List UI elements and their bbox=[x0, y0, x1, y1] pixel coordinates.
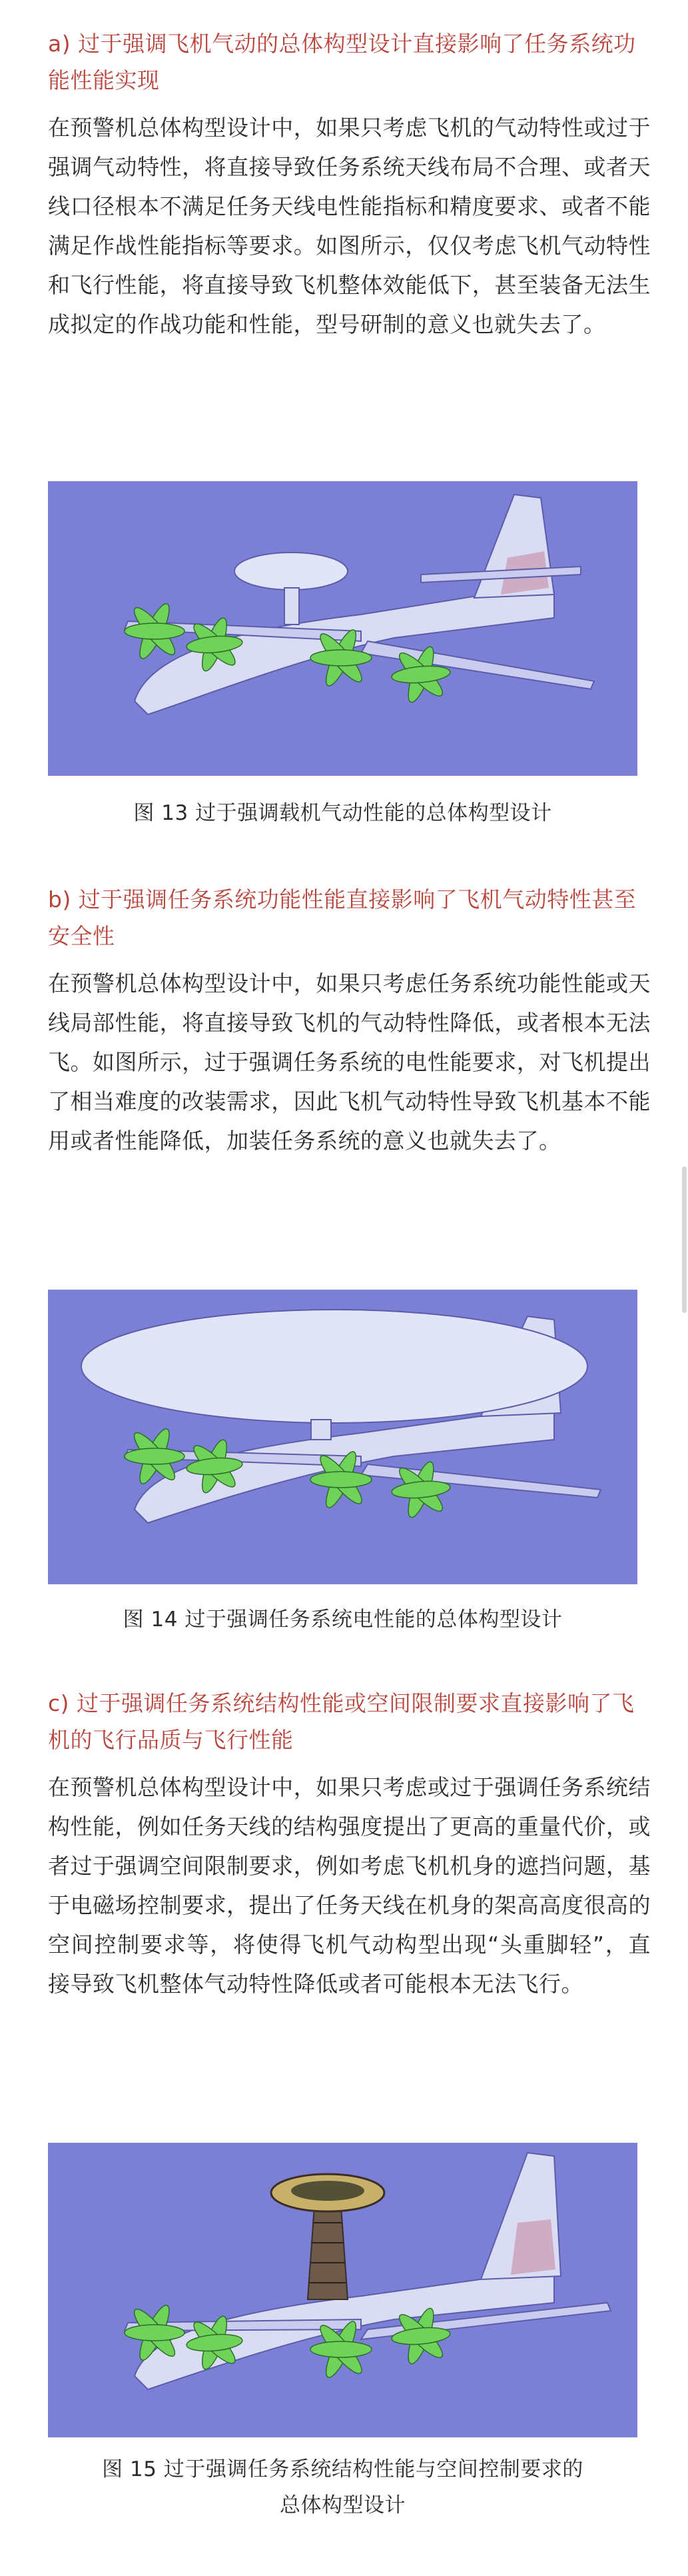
scrollbar[interactable] bbox=[680, 0, 688, 2576]
scrollbar-thumb[interactable] bbox=[682, 1166, 687, 1313]
figure-14-caption: 图 14 过于强调任务系统电性能的总体构型设计 bbox=[123, 1608, 563, 1632]
figure-15-caption-line1: 图 15 过于强调任务系统结构性能与空间控制要求的 bbox=[102, 2457, 583, 2481]
aircraft-illustration-13 bbox=[48, 481, 637, 776]
figure-15-image bbox=[48, 2143, 637, 2437]
section-c-heading: c) 过于强调任务系统结构性能或空间限制要求直接影响了飞机的飞行品质与飞行性能 bbox=[48, 1690, 635, 1753]
aircraft-illustration-14 bbox=[48, 1290, 637, 1584]
figure-15-caption-line2: 总体构型设计 bbox=[280, 2493, 406, 2517]
section-b-body: 在预警机总体构型设计中，如果只考虑任务系统功能性能或天线局部性能，将直接导致飞机的气动特性降低，或者根本无法飞。如图所示，过于强调任务系统的电性能要求，对飞机提出了相当难度的改装需求，因此飞机气动特性导致飞机基本不能用或者性能降低，加装任务系统的意义也就失去了。 bbox=[48, 970, 651, 1154]
section-a bbox=[48, 25, 651, 344]
section-a-body: 在预警机总体构型设计中，如果只考虑飞机的气动特性或过于强调气动特性，将直接导致任务系统天线布局不合理、或者天线口径根本不满足任务天线电性能指标和精度要求、或者不能满足作战性能指标等要求。如图所示，仅仅考虑飞机气动特性和飞行性能，将直接导致飞机整体效能低下，甚至装备无法生成拟定的作战功能和性能，型号研制的意义也就失去了。 bbox=[48, 115, 651, 337]
section-c bbox=[48, 1685, 651, 2003]
aircraft-illustration-15 bbox=[48, 2143, 637, 2437]
section-b bbox=[48, 881, 651, 1160]
figure-14-image bbox=[48, 1290, 637, 1584]
section-a-heading: a) 过于强调飞机气动的总体构型设计直接影响了任务系统功能性能实现 bbox=[48, 31, 636, 93]
figure-15-caption bbox=[48, 2451, 637, 2523]
figure-13-caption: 图 13 过于强调载机气动性能的总体构型设计 bbox=[133, 801, 552, 825]
section-c-body: 在预警机总体构型设计中，如果只考虑或过于强调任务系统结构性能，例如任务天线的结构强度提出了更高的重量代价，或者过于强调空间限制要求，例如考虑飞机机身的遮挡问题，基于电磁场控制要求，提出了任务天线在机身的架高高度很高的空间控制要求等，将使得飞机气动构型出现“头重脚轻”，直接导致飞机整体气动特性降低或者可能根本无法飞行。 bbox=[48, 1774, 651, 1997]
figure-13-image bbox=[48, 481, 637, 776]
section-b-heading: b) 过于强调任务系统功能性能直接影响了飞机气动特性甚至安全性 bbox=[48, 886, 637, 949]
